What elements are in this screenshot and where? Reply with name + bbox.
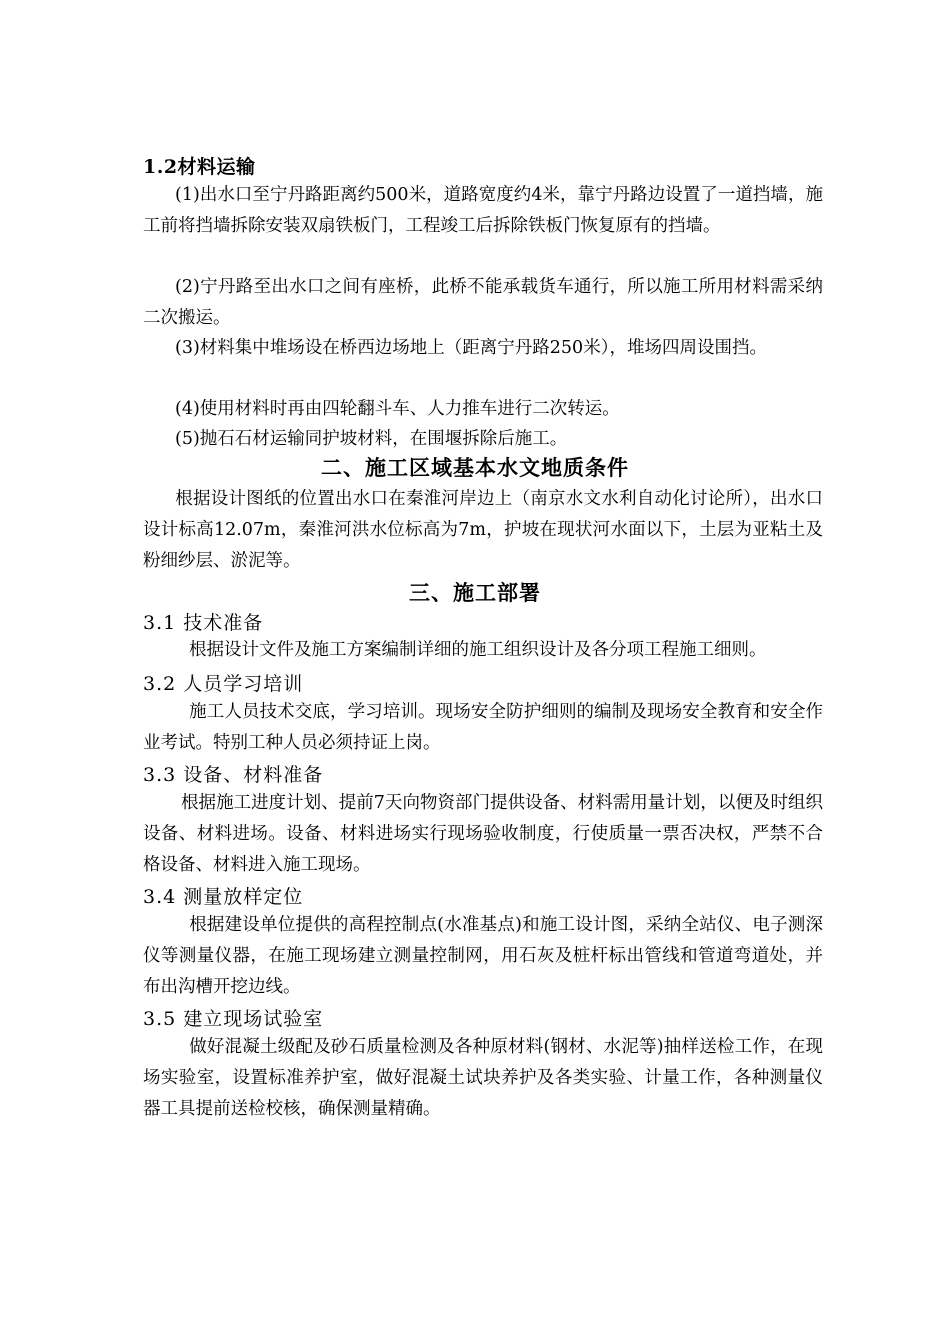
paragraph-1-2-item-4	[143, 394, 823, 425]
paragraph-3-3	[143, 788, 823, 881]
subsection-text: 根据施工进度计划、提前7天向物资部门提供设备、材料需用量计划，以便及时组织设备、材料进场。设备、材料进场实行现场验收制度，行使质量一票否决权，严禁不合格设备、材料进入施工现场。	[143, 793, 823, 875]
subsection-text: 根据建设单位提供的高程控制点(水准基点)和施工设计图，采纳全站仪、电子测深仪等测量仪器，在施工现场建立测量控制网，用石灰及桩杆标出管线和管道弯道处，并布出沟槽开挖边线。	[143, 915, 823, 997]
heading-3-4: 3.4 测量放样定位	[143, 886, 304, 908]
item-text: (4)使用材料时再由四轮翻斗车、人力推车进行二次转运。	[175, 399, 620, 419]
paragraph-3-1	[143, 635, 823, 666]
paragraph-1-2-item-3	[143, 333, 823, 364]
item-text: (2)宁丹路至出水口之间有座桥，此桥不能承载货车通行，所以施工所用材料需采纳二次搬运。	[143, 277, 823, 328]
section-2-text: 根据设计图纸的位置出水口在秦淮河岸边上（南京水文水利自动化讨论所），出水口设计标高12.07m，秦淮河洪水位标高为7m，护坡在现状河水面以下，土层为亚粘土及粉细纱层、淤泥等。	[143, 489, 823, 571]
heading-1-2: 1.2材料运输	[143, 156, 256, 178]
paragraph-1-2-item-2	[143, 272, 823, 334]
heading-section-2: 二、施工区域基本水文地质条件	[321, 455, 629, 480]
paragraph-1-2-item-1	[143, 180, 823, 242]
heading-3-5: 3.5 建立现场试验室	[143, 1008, 324, 1030]
subsection-text: 根据设计文件及施工方案编制详细的施工组织设计及各分项工程施工细则。	[189, 640, 767, 660]
item-text: (1)出水口至宁丹路距离约500米，道路宽度约4米，靠宁丹路边设置了一道挡墙，施工前将挡墙拆除安装双扇铁板门，工程竣工后拆除铁板门恢复原有的挡墙。	[143, 185, 823, 236]
item-text: (3)材料集中堆场设在桥西边场地上（距离宁丹路250米），堆场四周设围挡。	[175, 338, 767, 358]
paragraph-1-2-item-5	[143, 424, 823, 455]
paragraph-3-2	[143, 697, 823, 759]
subsection-text: 施工人员技术交底，学习培训。现场安全防护细则的编制及现场安全教育和安全作业考试。特别工种人员必须持证上岗。	[143, 702, 823, 753]
paragraph-section-2	[143, 484, 823, 577]
paragraph-3-4	[143, 910, 823, 1003]
paragraph-3-5	[143, 1032, 823, 1125]
heading-3-3: 3.3 设备、材料准备	[143, 764, 324, 786]
heading-3-2: 3.2 人员学习培训	[143, 673, 304, 695]
heading-section-3: 三、施工部署	[409, 580, 541, 605]
heading-3-1: 3.1 技术准备	[143, 612, 264, 634]
subsection-text: 做好混凝土级配及砂石质量检测及各种原材料(钢材、水泥等)抽样送检工作，在现场实验室，设置标准养护室，做好混凝土试块养护及各类实验、计量工作，各种测量仪器工具提前送检校核，确保测量精确。	[143, 1037, 823, 1119]
item-text: (5)抛石石材运输同护坡材料，在围堰拆除后施工。	[175, 429, 568, 449]
